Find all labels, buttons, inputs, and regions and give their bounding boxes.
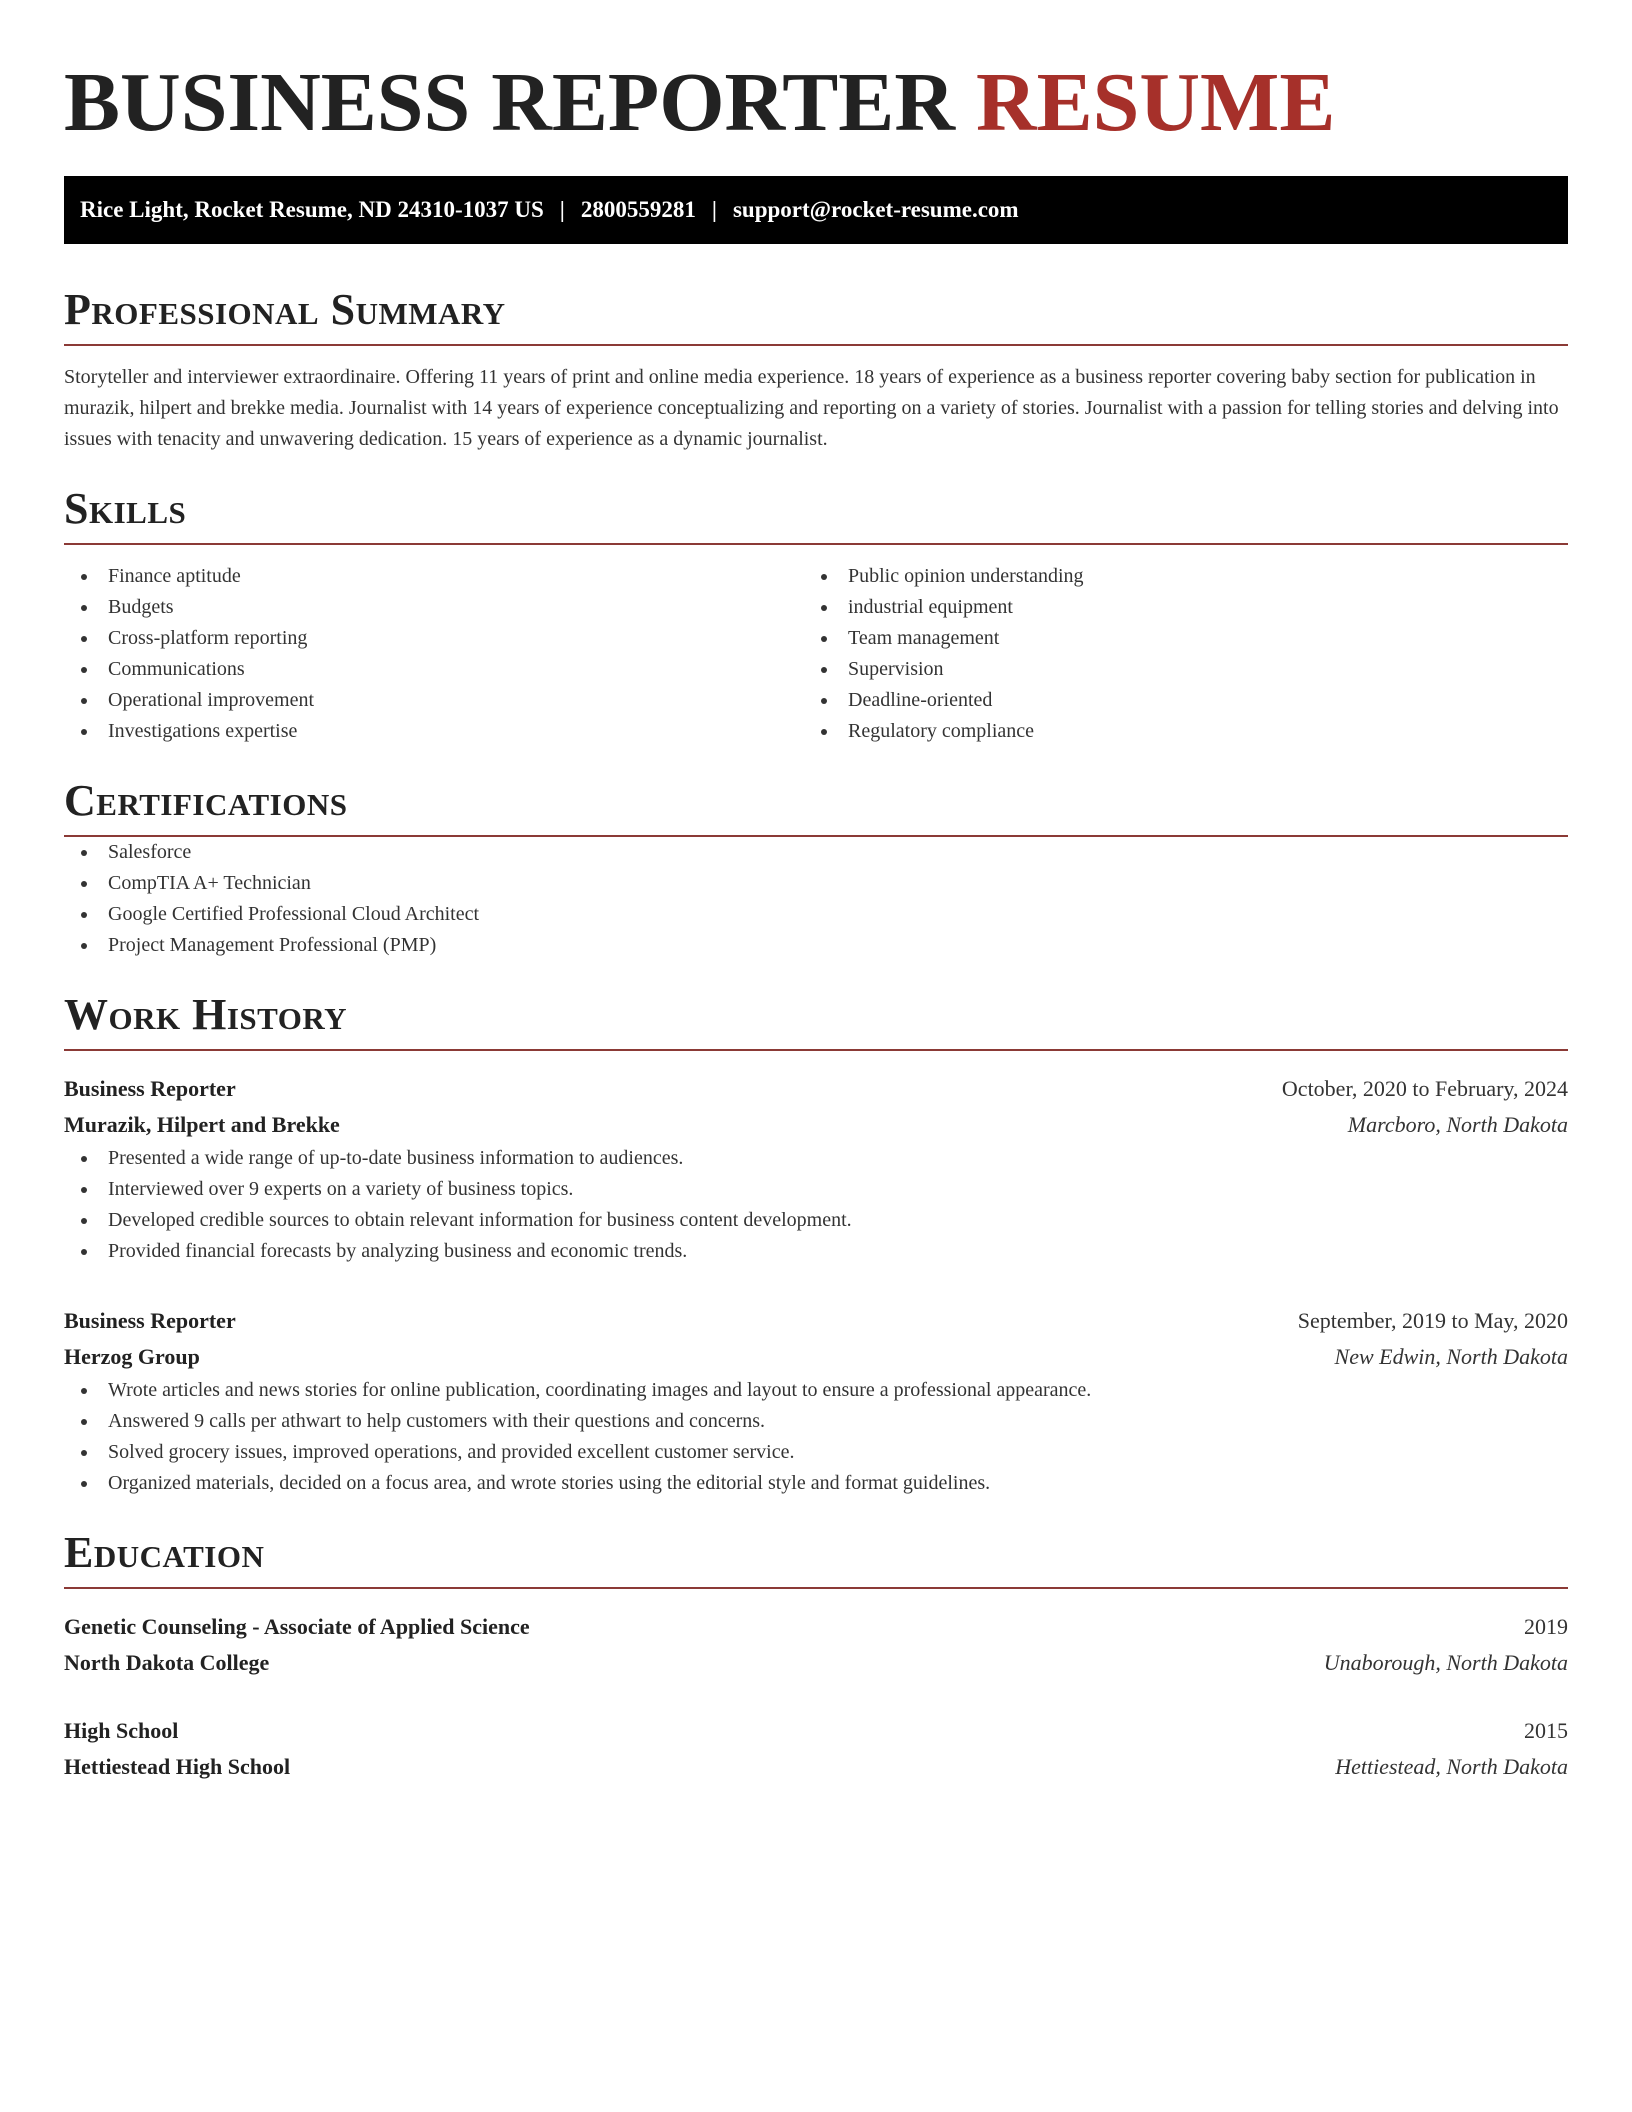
contact-phone[interactable]: 2800559281 [580, 197, 696, 222]
education-location: Unaborough, North Dakota [1323, 1650, 1568, 1675]
skills-column-left [64, 561, 804, 747]
skill-item: Team management [804, 623, 1544, 654]
section-heading-skills: Skills [64, 484, 187, 533]
resume-title [64, 58, 1568, 148]
section-heading-summary: Professional Summary [64, 285, 506, 334]
section-divider [64, 1049, 1568, 1051]
education-school-row [64, 1645, 1568, 1681]
contact-email[interactable]: support@rocket-resume.com [732, 197, 1019, 222]
job-duties-list [64, 1375, 1568, 1499]
job-duty: Developed credible sources to obtain relevant information for business content development. [64, 1205, 1568, 1236]
title-main: BUSINESS REPORTER [64, 56, 955, 149]
job-dates: September, 2019 to May, 2020 [1297, 1308, 1568, 1333]
job-entry [64, 1071, 1568, 1267]
skill-item: Finance aptitude [64, 561, 804, 592]
job-duty: Answered 9 calls per athwart to help customers with their questions and concerns. [64, 1406, 1568, 1437]
skill-item: Regulatory compliance [804, 716, 1544, 747]
contact-address: Rice Light, Rocket Resume, ND 24310-1037 US [80, 197, 544, 222]
job-company-row [64, 1107, 1568, 1143]
education-school-row [64, 1749, 1568, 1785]
education-location: Hettiestead, North Dakota [1335, 1754, 1568, 1779]
section-heading-work-history: Work History [64, 990, 348, 1039]
job-title: Business Reporter [64, 1076, 236, 1101]
skill-item: Communications [64, 654, 804, 685]
job-duty: Interviewed over 9 experts on a variety of business topics. [64, 1174, 1568, 1205]
skills-section [64, 485, 1568, 747]
contact-separator: | [559, 197, 565, 222]
skill-item: Budgets [64, 592, 804, 623]
section-divider [64, 1587, 1568, 1589]
skills-list-left [64, 561, 804, 747]
skill-item: Supervision [804, 654, 1544, 685]
job-title: Business Reporter [64, 1308, 236, 1333]
skill-item: Deadline-oriented [804, 685, 1544, 716]
job-company-row [64, 1339, 1568, 1375]
section-divider [64, 344, 1568, 346]
education-entry [64, 1609, 1568, 1681]
job-dates: October, 2020 to February, 2024 [1281, 1076, 1568, 1101]
certifications-section [64, 777, 1568, 961]
contact-bar [64, 176, 1568, 244]
skill-item: Investigations expertise [64, 716, 804, 747]
job-duty: Provided financial forecasts by analyzing business and economic trends. [64, 1236, 1568, 1267]
job-location: New Edwin, North Dakota [1334, 1344, 1568, 1369]
certification-item: Salesforce [64, 837, 1568, 868]
job-duty: Organized materials, decided on a focus area, and wrote stories using the editorial style and format guidelines. [64, 1468, 1568, 1499]
section-heading-certifications: Certifications [64, 776, 348, 825]
certification-item: Google Certified Professional Cloud Architect [64, 899, 1568, 930]
job-duties-list [64, 1143, 1568, 1267]
job-duty: Presented a wide range of up-to-date business information to audiences. [64, 1143, 1568, 1174]
certification-item: CompTIA A+ Technician [64, 868, 1568, 899]
education-school: Hettiestead High School [64, 1754, 291, 1779]
job-company: Herzog Group [64, 1344, 200, 1369]
job-title-row [64, 1303, 1568, 1339]
education-degree-row [64, 1609, 1568, 1645]
summary-section [64, 286, 1568, 455]
resume-page [64, 0, 1568, 1785]
section-heading-education: Education [64, 1528, 265, 1577]
job-duty: Wrote articles and news stories for online publication, coordinating images and layout to ensure a professional appearance. [64, 1375, 1568, 1406]
education-entry [64, 1713, 1568, 1785]
title-accent: RESUME [975, 56, 1336, 149]
skill-item: Operational improvement [64, 685, 804, 716]
work-history-section [64, 991, 1568, 1499]
certifications-list [64, 837, 1568, 961]
education-degree: High School [64, 1718, 179, 1743]
job-title-row [64, 1071, 1568, 1107]
skills-list-right [804, 561, 1544, 747]
job-company: Murazik, Hilpert and Brekke [64, 1112, 340, 1137]
job-entry [64, 1303, 1568, 1499]
skills-column-right [804, 561, 1544, 747]
job-duty: Solved grocery issues, improved operations, and provided excellent customer service. [64, 1437, 1568, 1468]
skill-item: Public opinion understanding [804, 561, 1544, 592]
education-degree: Genetic Counseling - Associate of Applied Science [64, 1614, 530, 1639]
certification-item: Project Management Professional (PMP) [64, 930, 1568, 961]
section-divider [64, 543, 1568, 545]
education-school: North Dakota College [64, 1650, 270, 1675]
job-location: Marcboro, North Dakota [1347, 1112, 1568, 1137]
skills-grid [64, 561, 1568, 747]
contact-separator: | [711, 197, 717, 222]
education-year: 2015 [1524, 1718, 1568, 1743]
skill-item: industrial equipment [804, 592, 1544, 623]
summary-text: Storyteller and interviewer extraordinaire. Offering 11 years of print and online media experience. 18 years of experience as a business reporter covering baby section for publication in murazik, hilpert and brekke media. Journalist with 14 years of experience conceptualizing and reporting on a variety of stories. Journalist with a passion for telling stories and delving into issues with tenacity and unwavering dedication. 15 years of experience as a dynamic journalist. [64, 366, 1559, 450]
skill-item: Cross-platform reporting [64, 623, 804, 654]
education-year: 2019 [1524, 1614, 1568, 1639]
education-degree-row [64, 1713, 1568, 1749]
education-section [64, 1529, 1568, 1785]
